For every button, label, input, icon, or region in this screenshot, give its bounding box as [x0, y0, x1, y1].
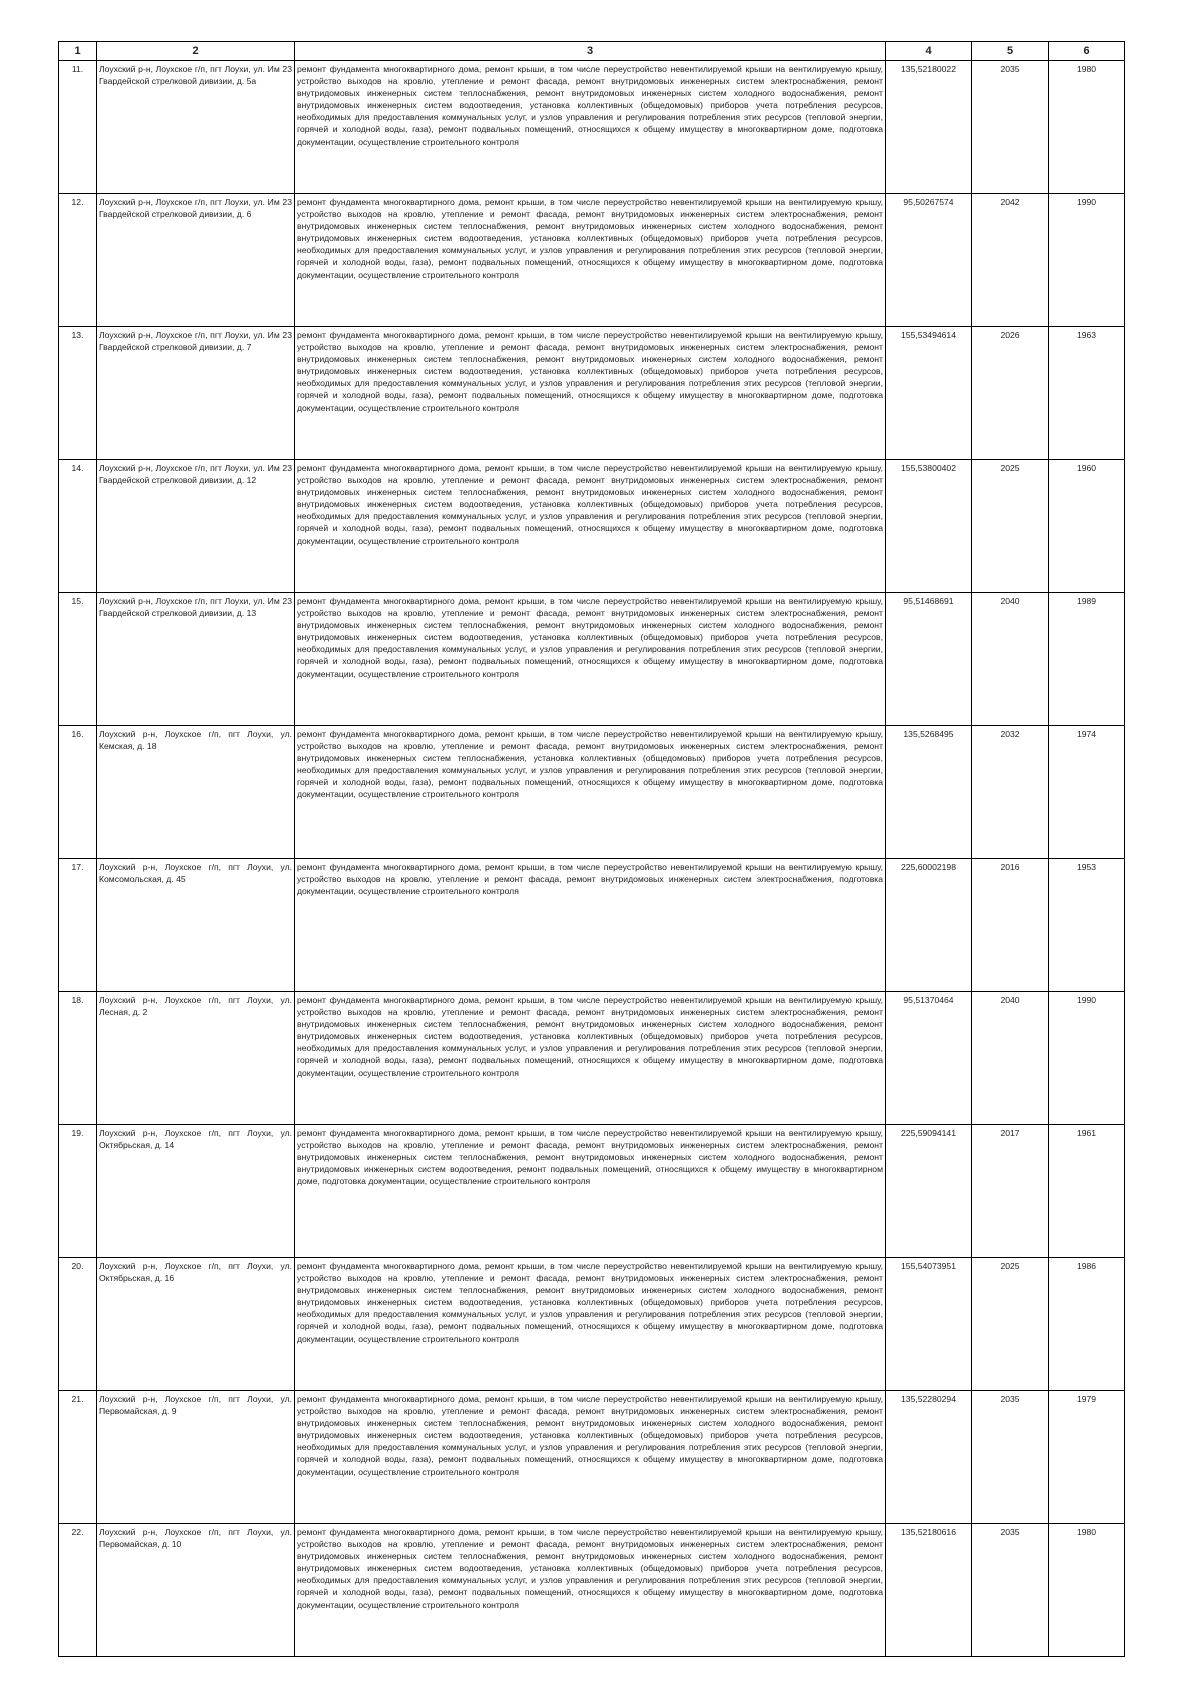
- row-works: ремонт фундамента многоквартирного дома, ремонт крыши, в том числе переустройство невентилируемой крыши на вентилируемую крышу, устройство выходов на кровлю, утепление и ремонт фасада, ремонт внутридомовых инженерных систем электроснабжения, ремонт внутридомовых инженерных систем теплоснабжения, ремонт внутридомовых инженерных систем холодного водоснабжения, ремонт внутридомовых инженерных систем водоотведения, установка коллективных (общедомовых) приборов учета потребления ресурсов, необходимых для предоставления коммунальных услуг, и узлов управления и регулирования потребления этих ресурсов (тепловой энергии, горячей и холодной воды, газа), ремонт подвальных помещений, относящихся к общему имуществу в многоквартирном доме, подготовка документации, осуществление строительного контроля: [295, 992, 886, 1125]
- row-value: 135,5268495: [886, 726, 972, 859]
- row-year-built: 1990: [1049, 194, 1125, 327]
- row-year-planned: 2035: [972, 1391, 1049, 1524]
- row-number: 17.: [59, 859, 97, 992]
- row-value: 135,52180616: [886, 1524, 972, 1657]
- register-table: [58, 41, 1125, 1657]
- row-works: ремонт фундамента многоквартирного дома, ремонт крыши, в том числе переустройство невентилируемой крыши на вентилируемую крышу, устройство выходов на кровлю, утепление и ремонт фасада, ремонт внутридомовых инженерных систем электроснабжения, ремонт внутридомовых инженерных систем теплоснабжения, ремонт внутридомовых инженерных систем холодного водоснабжения, ремонт внутридомовых инженерных систем водоотведения, установка коллективных (общедомовых) приборов учета потребления ресурсов, необходимых для предоставления коммунальных услуг, и узлов управления и регулирования потребления этих ресурсов (тепловой энергии, горячей и холодной воды, газа), ремонт подвальных помещений, относящихся к общему имуществу в многоквартирном доме, подготовка документации, осуществление строительного контроля: [295, 1391, 886, 1524]
- row-year-planned: 2032: [972, 726, 1049, 859]
- row-year-built: 1989: [1049, 593, 1125, 726]
- row-year-planned: 2025: [972, 1258, 1049, 1391]
- table-row: [59, 992, 1125, 1125]
- row-value: 225,60002198: [886, 859, 972, 992]
- row-works: ремонт фундамента многоквартирного дома, ремонт крыши, в том числе переустройство невентилируемой крыши на вентилируемую крышу, устройство выходов на кровлю, утепление и ремонт фасада, ремонт внутридомовых инженерных систем электроснабжения, подготовка документации, осуществление строительного контроля: [295, 859, 886, 992]
- row-address: Лоухский р-н, Лоухское г/п, пгт Лоухи, ул. Им 23 Гвардейской стрелковой дивизии, д. 5а: [97, 61, 295, 194]
- row-year-built: 1986: [1049, 1258, 1125, 1391]
- table-row: [59, 1125, 1125, 1258]
- row-address: Лоухский р-н, Лоухское г/п, пгт Лоухи, ул. Первомайская, д. 9: [97, 1391, 295, 1524]
- header-cell-5: 5: [972, 42, 1049, 61]
- table-row: [59, 593, 1125, 726]
- row-value: 155,53494614: [886, 327, 972, 460]
- row-works: ремонт фундамента многоквартирного дома, ремонт крыши, в том числе переустройство невентилируемой крыши на вентилируемую крышу, устройство выходов на кровлю, утепление и ремонт фасада, ремонт внутридомовых инженерных систем электроснабжения, ремонт внутридомовых инженерных систем теплоснабжения, ремонт внутридомовых инженерных систем холодного водоснабжения, ремонт внутридомовых инженерных систем водоотведения, установка коллективных (общедомовых) приборов учета потребления ресурсов, необходимых для предоставления коммунальных услуг, и узлов управления и регулирования потребления этих ресурсов (тепловой энергии, горячей и холодной воды, газа), ремонт подвальных помещений, относящихся к общему имуществу в многоквартирном доме, подготовка документации, осуществление строительного контроля: [295, 61, 886, 194]
- row-number: 22.: [59, 1524, 97, 1657]
- row-value: 155,53800402: [886, 460, 972, 593]
- table-row: [59, 194, 1125, 327]
- row-year-built: 1980: [1049, 61, 1125, 194]
- row-number: 11.: [59, 61, 97, 194]
- row-value: 135,52280294: [886, 1391, 972, 1524]
- row-works: ремонт фундамента многоквартирного дома, ремонт крыши, в том числе переустройство невентилируемой крыши на вентилируемую крышу, устройство выходов на кровлю, утепление и ремонт фасада, ремонт внутридомовых инженерных систем электроснабжения, ремонт внутридомовых инженерных систем теплоснабжения, ремонт внутридомовых инженерных систем холодного водоснабжения, ремонт внутридомовых инженерных систем водоотведения, установка коллективных (общедомовых) приборов учета потребления ресурсов, необходимых для предоставления коммунальных услуг, и узлов управления и регулирования потребления этих ресурсов (тепловой энергии, горячей и холодной воды, газа), ремонт подвальных помещений, относящихся к общему имуществу в многоквартирном доме, подготовка документации, осуществление строительного контроля: [295, 194, 886, 327]
- table-row: [59, 327, 1125, 460]
- row-year-planned: 2035: [972, 1524, 1049, 1657]
- row-year-built: 1979: [1049, 1391, 1125, 1524]
- row-year-built: 1974: [1049, 726, 1125, 859]
- row-value: 95,50267574: [886, 194, 972, 327]
- row-value: 95,51468691: [886, 593, 972, 726]
- row-number: 16.: [59, 726, 97, 859]
- row-year-built: 1990: [1049, 992, 1125, 1125]
- row-year-planned: 2026: [972, 327, 1049, 460]
- row-address: Лоухский р-н, Лоухское г/п, пгт Лоухи, ул. Им 23 Гвардейской стрелковой дивизии, д. 6: [97, 194, 295, 327]
- row-year-planned: 2040: [972, 593, 1049, 726]
- row-year-planned: 2042: [972, 194, 1049, 327]
- row-value: 155,54073951: [886, 1258, 972, 1391]
- row-year-planned: 2035: [972, 61, 1049, 194]
- row-address: Лоухский р-н, Лоухское г/п, пгт Лоухи, ул. Кемская, д. 18: [97, 726, 295, 859]
- table-row: [59, 859, 1125, 992]
- header-row: [59, 42, 1125, 61]
- row-number: 13.: [59, 327, 97, 460]
- row-value: 135,52180022: [886, 61, 972, 194]
- row-year-planned: 2017: [972, 1125, 1049, 1258]
- row-address: Лоухский р-н, Лоухское г/п, пгт Лоухи, ул. Лесная, д. 2: [97, 992, 295, 1125]
- row-number: 14.: [59, 460, 97, 593]
- row-works: ремонт фундамента многоквартирного дома, ремонт крыши, в том числе переустройство невентилируемой крыши на вентилируемую крышу, устройство выходов на кровлю, утепление и ремонт фасада, ремонт внутридомовых инженерных систем электроснабжения, ремонт внутридомовых инженерных систем теплоснабжения, ремонт внутридомовых инженерных систем холодного водоснабжения, ремонт внутридомовых инженерных систем водоотведения, установка коллективных (общедомовых) приборов учета потребления ресурсов, необходимых для предоставления коммунальных услуг, и узлов управления и регулирования потребления этих ресурсов (тепловой энергии, горячей и холодной воды, газа), ремонт подвальных помещений, относящихся к общему имуществу в многоквартирном доме, подготовка документации, осуществление строительного контроля: [295, 1258, 886, 1391]
- row-address: Лоухский р-н, Лоухское г/п, пгт Лоухи, ул. Комсомольская, д. 45: [97, 859, 295, 992]
- row-address: Лоухский р-н, Лоухское г/п, пгт Лоухи, ул. Им 23 Гвардейской стрелковой дивизии, д. 13: [97, 593, 295, 726]
- row-year-planned: 2040: [972, 992, 1049, 1125]
- row-number: 12.: [59, 194, 97, 327]
- row-number: 18.: [59, 992, 97, 1125]
- row-number: 19.: [59, 1125, 97, 1258]
- row-year-built: 1963: [1049, 327, 1125, 460]
- header-cell-6: 6: [1049, 42, 1125, 61]
- row-year-planned: 2025: [972, 460, 1049, 593]
- row-works: ремонт фундамента многоквартирного дома, ремонт крыши, в том числе переустройство невентилируемой крыши на вентилируемую крышу, устройство выходов на кровлю, утепление и ремонт фасада, ремонт внутридомовых инженерных систем электроснабжения, ремонт внутридомовых инженерных систем теплоснабжения, ремонт внутридомовых инженерных систем холодного водоснабжения, ремонт внутридомовых инженерных систем водоотведения, установка коллективных (общедомовых) приборов учета потребления ресурсов, необходимых для предоставления коммунальных услуг, и узлов управления и регулирования потребления этих ресурсов (тепловой энергии, горячей и холодной воды, газа), ремонт подвальных помещений, относящихся к общему имуществу в многоквартирном доме, подготовка документации, осуществление строительного контроля: [295, 593, 886, 726]
- row-value: 95,51370464: [886, 992, 972, 1125]
- row-number: 20.: [59, 1258, 97, 1391]
- row-address: Лоухский р-н, Лоухское г/п, пгт Лоухи, ул. Октябрьская, д. 14: [97, 1125, 295, 1258]
- row-year-built: 1961: [1049, 1125, 1125, 1258]
- row-address: Лоухский р-н, Лоухское г/п, пгт Лоухи, ул. Первомайская, д. 10: [97, 1524, 295, 1657]
- row-address: Лоухский р-н, Лоухское г/п, пгт Лоухи, ул. Им 23 Гвардейской стрелковой дивизии, д. 12: [97, 460, 295, 593]
- row-year-built: 1960: [1049, 460, 1125, 593]
- table-row: [59, 1391, 1125, 1524]
- table-row: [59, 1524, 1125, 1657]
- row-works: ремонт фундамента многоквартирного дома, ремонт крыши, в том числе переустройство невентилируемой крыши на вентилируемую крышу, устройство выходов на кровлю, утепление и ремонт фасада, ремонт внутридомовых инженерных систем электроснабжения, ремонт внутридомовых инженерных систем теплоснабжения, установка коллективных (общедомовых) приборов учета потребления ресурсов, необходимых для предоставления коммунальных услуг, и узлов управления и регулирования потребления этих ресурсов (тепловой энергии, горячей и холодной воды, газа), ремонт подвальных помещений, относящихся к общему имуществу в многоквартирном доме, подготовка документации, осуществление строительного контроля: [295, 726, 886, 859]
- table-row: [59, 1258, 1125, 1391]
- row-address: Лоухский р-н, Лоухское г/п, пгт Лоухи, ул. Октябрьская, д. 16: [97, 1258, 295, 1391]
- row-year-planned: 2016: [972, 859, 1049, 992]
- header-cell-3: 3: [295, 42, 886, 61]
- table-row: [59, 726, 1125, 859]
- header-cell-4: 4: [886, 42, 972, 61]
- row-year-built: 1953: [1049, 859, 1125, 992]
- table-row: [59, 460, 1125, 593]
- header-cell-2: 2: [97, 42, 295, 61]
- row-works: ремонт фундамента многоквартирного дома, ремонт крыши, в том числе переустройство невентилируемой крыши на вентилируемую крышу, устройство выходов на кровлю, утепление и ремонт фасада, ремонт внутридомовых инженерных систем электроснабжения, ремонт внутридомовых инженерных систем теплоснабжения, ремонт внутридомовых инженерных систем холодного водоснабжения, ремонт внутридомовых инженерных систем водоотведения, ремонт подвальных помещений, относящихся к общему имуществу в многоквартирном доме, подготовка документации, осуществление строительного контроля: [295, 1125, 886, 1258]
- table-row: [59, 61, 1125, 194]
- row-works: ремонт фундамента многоквартирного дома, ремонт крыши, в том числе переустройство невентилируемой крыши на вентилируемую крышу, устройство выходов на кровлю, утепление и ремонт фасада, ремонт внутридомовых инженерных систем электроснабжения, ремонт внутридомовых инженерных систем теплоснабжения, ремонт внутридомовых инженерных систем холодного водоснабжения, ремонт внутридомовых инженерных систем водоотведения, установка коллективных (общедомовых) приборов учета потребления ресурсов, необходимых для предоставления коммунальных услуг, и узлов управления и регулирования потребления этих ресурсов (тепловой энергии, горячей и холодной воды, газа), ремонт подвальных помещений, относящихся к общему имуществу в многоквартирном доме, подготовка документации, осуществление строительного контроля: [295, 460, 886, 593]
- row-address: Лоухский р-н, Лоухское г/п, пгт Лоухи, ул. Им 23 Гвардейской стрелковой дивизии, д. 7: [97, 327, 295, 460]
- header-cell-1: 1: [59, 42, 97, 61]
- row-number: 15.: [59, 593, 97, 726]
- row-value: 225,59094141: [886, 1125, 972, 1258]
- row-number: 21.: [59, 1391, 97, 1524]
- row-works: ремонт фундамента многоквартирного дома, ремонт крыши, в том числе переустройство невентилируемой крыши на вентилируемую крышу, устройство выходов на кровлю, утепление и ремонт фасада, ремонт внутридомовых инженерных систем электроснабжения, ремонт внутридомовых инженерных систем теплоснабжения, ремонт внутридомовых инженерных систем холодного водоснабжения, ремонт внутридомовых инженерных систем водоотведения, установка коллективных (общедомовых) приборов учета потребления ресурсов, необходимых для предоставления коммунальных услуг, и узлов управления и регулирования потребления этих ресурсов (тепловой энергии, горячей и холодной воды, газа), ремонт подвальных помещений, относящихся к общему имуществу в многоквартирном доме, подготовка документации, осуществление строительного контроля: [295, 1524, 886, 1657]
- row-year-built: 1980: [1049, 1524, 1125, 1657]
- row-works: ремонт фундамента многоквартирного дома, ремонт крыши, в том числе переустройство невентилируемой крыши на вентилируемую крышу, устройство выходов на кровлю, утепление и ремонт фасада, ремонт внутридомовых инженерных систем электроснабжения, ремонт внутридомовых инженерных систем теплоснабжения, ремонт внутридомовых инженерных систем холодного водоснабжения, ремонт внутридомовых инженерных систем водоотведения, установка коллективных (общедомовых) приборов учета потребления ресурсов, необходимых для предоставления коммунальных услуг, и узлов управления и регулирования потребления этих ресурсов (тепловой энергии, горячей и холодной воды, газа), ремонт подвальных помещений, относящихся к общему имуществу в многоквартирном доме, подготовка документации, осуществление строительного контроля: [295, 327, 886, 460]
